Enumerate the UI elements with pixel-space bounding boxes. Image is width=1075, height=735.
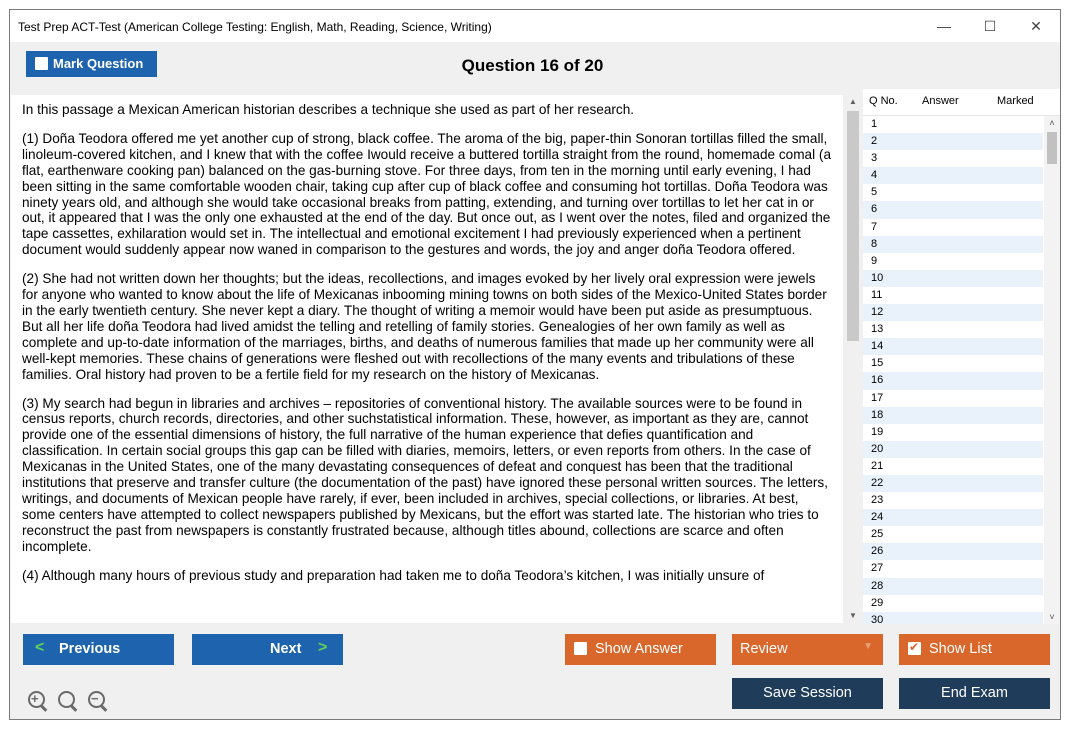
show-answer-checkbox[interactable] <box>574 642 587 655</box>
passage-paragraph: (4) Although many hours of previous study and preparation had taken me to doña Teodora’s kitchen, I was initially unsure of <box>22 567 765 583</box>
show-list-checkbox[interactable] <box>908 642 921 655</box>
previous-label: Previous <box>59 641 121 657</box>
column-answer: Answer <box>922 95 959 107</box>
question-list-row[interactable]: 29 <box>871 596 884 609</box>
question-list-row[interactable]: 19 <box>871 425 884 438</box>
show-answer-button[interactable] <box>565 634 716 665</box>
close-button[interactable]: ✕ <box>1030 18 1042 34</box>
question-list-row[interactable]: 30 <box>863 612 1043 624</box>
save-session-button[interactable] <box>732 678 883 709</box>
question-list-row[interactable]: 5 <box>871 186 878 199</box>
passage-paragraph: (1) Doña Teodora offered me yet another cup of strong, black coffee. The aroma of the big, paper-thin Sonoran tortillas filled the small, linoleum-covered kitchen, and I knew that with the coffee Iwould receive a buttered tortilla straight from the round, homemade comal (a flat, earthenware cooking pan) balanced on the gas-burning stove. For three days, from ten in the morning until early evening, I had been sitting in the same comfortable wooden chair, taking cup after cup of black coffee and consuming hot tortillas. Doña Teodora was ninety years old, and although she would take occasional breaks from patting, extending, and turning over tortillas to let her cat in or out, it appeared that I was the only one exhausted at the end of the day. But once out, as I went over the notes, filed and organized the tape cassettes, exhilaration would set in. The intellectual and emotional excitement I had previously experienced when a pertinent document would suddenly appear now waned in comparison to the gestures and words, the joy and anger doña Teodora offered. <box>22 130 832 258</box>
zoom-in-icon[interactable] <box>26 689 50 713</box>
question-list-row[interactable]: 28 <box>863 578 1043 595</box>
question-list-row[interactable]: 9 <box>871 254 878 267</box>
question-list-panel <box>863 89 1060 624</box>
question-list-row[interactable]: 6 <box>863 201 1043 218</box>
minimize-button[interactable]: — <box>937 18 951 34</box>
chevron-down-icon: ▼ <box>863 641 873 652</box>
save-session-label: Save Session <box>763 685 852 701</box>
question-list-row[interactable]: 1 <box>871 118 878 130</box>
list-scroll-down-icon[interactable]: ˅ <box>1049 612 1055 622</box>
passage-scrollbar[interactable] <box>845 95 861 623</box>
question-list-row[interactable]: 2 <box>863 133 1043 150</box>
question-list-row[interactable]: 8 <box>863 236 1043 253</box>
question-list-row[interactable]: 26 <box>863 543 1043 560</box>
chevron-left-icon: < <box>35 639 45 656</box>
question-list-row[interactable]: 27 <box>871 562 884 575</box>
zoom-out-icon[interactable] <box>86 689 110 713</box>
question-list-row[interactable]: 20 <box>863 441 1043 458</box>
question-list-scrollbar[interactable] <box>1044 116 1060 624</box>
previous-button[interactable] <box>23 634 174 665</box>
scroll-down-icon[interactable]: ▼ <box>849 611 857 620</box>
column-marked: Marked <box>997 95 1034 107</box>
question-list-row[interactable]: 12 <box>863 304 1043 321</box>
question-list-row[interactable]: 11 <box>871 288 883 301</box>
question-list-row[interactable]: 21 <box>871 459 884 472</box>
question-header: Question 16 of 20 <box>461 56 604 75</box>
zoom-out-handle <box>100 704 108 712</box>
maximize-button[interactable]: ☐ <box>983 18 997 34</box>
next-label: Next <box>270 641 302 657</box>
question-list-row[interactable]: 13 <box>871 323 884 336</box>
question-list-row[interactable]: 22 <box>863 475 1043 492</box>
question-list-row[interactable]: 4 <box>863 167 1043 184</box>
window-title: Test Prep ACT-Test (American College Testing: English, Math, Reading, Science, Writing) <box>18 20 492 34</box>
mark-question-checkbox[interactable] <box>35 57 48 70</box>
question-list-row[interactable]: 14 <box>863 338 1043 355</box>
question-list-row[interactable]: 10 <box>863 270 1043 287</box>
show-list-label: Show List <box>929 641 992 657</box>
scroll-up-icon[interactable]: ▲ <box>849 97 857 106</box>
end-exam-button[interactable] <box>899 678 1050 709</box>
question-list-row[interactable]: 16 <box>863 372 1043 389</box>
zoom-in-handle <box>40 704 48 712</box>
chevron-right-icon: > <box>318 639 328 656</box>
question-list-row[interactable]: 15 <box>871 357 884 370</box>
next-button[interactable] <box>192 634 343 665</box>
question-list-row[interactable]: 17 <box>871 391 884 404</box>
question-list-row[interactable]: 23 <box>871 494 884 507</box>
mark-question-button[interactable] <box>26 51 157 77</box>
column-qno: Q No. <box>869 95 898 107</box>
mark-question-label: Mark Question <box>53 56 144 71</box>
title-bar <box>10 10 1060 42</box>
zoom-out-sign: − <box>91 691 99 706</box>
passage-intro: In this passage a Mexican American historian describes a technique she used as part of her research. <box>22 102 635 117</box>
passage-panel <box>11 95 843 623</box>
question-list-row[interactable]: 25 <box>871 528 884 541</box>
question-list-row[interactable]: 24 <box>863 509 1043 526</box>
zoom-in-sign: + <box>31 691 39 706</box>
review-dropdown[interactable] <box>732 634 883 665</box>
list-scroll-up-icon[interactable]: ˄ <box>1049 118 1055 128</box>
zoom-reset-icon[interactable] <box>56 689 80 713</box>
end-exam-label: End Exam <box>941 685 1008 701</box>
question-list-header <box>863 89 1060 116</box>
list-scroll-thumb[interactable] <box>1047 132 1057 164</box>
passage-paragraph: (2) She had not written down her thoughts; but the ideas, recollections, and images evoked by her lively oral expression were jewels for anyone who wanted to know about the life of Mexicanas inbooming mining towns on both sides of the Mexico-United States border in the early twentieth century. She never kept a diary. The thought of writing a memoir would have been put aside as presumptuous. But all her life doña Teodora had lived amidst the telling and retelling of family stories. Genealogies of her own family as well as complete and up-to-date information of the marriages, births, and deaths of numerous families that made up her community were all well-kept memories. These chains of generations were fleshed out with recollections of the many events and tribulations of these families. Oral history had proven to be a fertile field for my research on the history of Mexicanas. <box>22 271 827 382</box>
passage-scroll-thumb[interactable] <box>847 111 859 341</box>
question-list-row[interactable]: 3 <box>871 152 878 165</box>
question-list-rows <box>863 116 1043 624</box>
question-list-row[interactable]: 7 <box>871 220 878 233</box>
zoom-reset-handle <box>70 704 78 712</box>
passage-paragraph: (3) My search had begun in libraries and archives – repositories of conventional history. The available sources were to be found in census reports, church records, directories, and other suchstatistical information. These, however, as important as they are, cannot provide one of the essential dimensions of history, the full narrative of the human experience that defies quantification and classification. In certain social groups this gap can be filled with diaries, memoirs, letters, or even reports from others. In the case of Mexicanas in the United States, one of the many devastating consequences of defeat and conquest has been that the traditional institutions that preserve and transfer culture (the documentation of the past) have ignored these personal written sources. The letters, writings, and documents of Mexican people have rarely, if ever, been included in archives, special collections, or libraries. At best, some centers have attempted to collect newspapers published by Mexicans, but the effort was started late. The historian who tries to reconstruct the past from newspapers is constantly frustrated because, although titles abound, collections are scarce and often incomplete. <box>22 395 829 554</box>
app-window <box>9 9 1061 720</box>
show-list-button[interactable] <box>899 634 1050 665</box>
review-label: Review <box>740 641 788 657</box>
show-answer-label: Show Answer <box>595 641 683 657</box>
question-list-row[interactable]: 18 <box>863 407 1043 424</box>
